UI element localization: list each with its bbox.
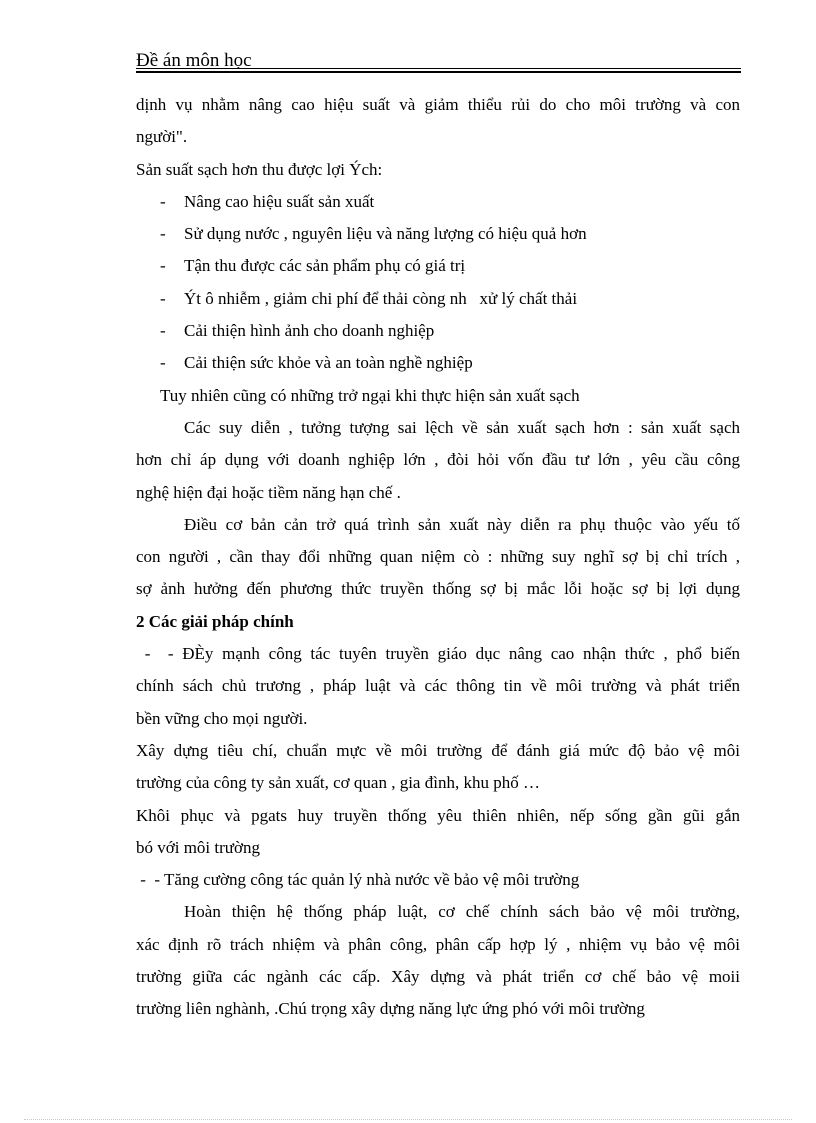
list-item-text: Cải thiện hình ảnh cho doanh nghiệp (184, 321, 435, 341)
paragraph-line: Khôi phục và pgats huy truyền thống yêu thiên nhiên, nếp sống gần gũi gắn (136, 805, 740, 825)
list-item (160, 347, 740, 379)
list-item (160, 283, 740, 315)
list-item-text: Ýt ô nhiễm , giảm chi phí để thải còng nh xử lý chất thải (184, 288, 578, 308)
page-header-title: Đề án môn học (136, 50, 252, 71)
list-item (160, 186, 740, 218)
section-heading: 2 Các giải pháp chính (136, 611, 294, 631)
paragraph-line: trường của công ty sản xuất, cơ quan , gia đình, khu phố … (136, 773, 540, 793)
bullet-dash: - (160, 256, 166, 276)
paragraph-line: chính sách chủ trương , pháp luật và các thông tin về môi trường và phát triển (136, 676, 740, 696)
list-item (160, 250, 740, 282)
paragraph-line: Hoàn thiện hệ thống pháp luật, cơ chế chính sách bảo vệ môi trường, (184, 902, 740, 922)
paragraph-line: con người , cần thay đổi những quan niệm cò : những suy nghĩ sợ bị chỉ trích , (136, 547, 740, 567)
paragraph-line: trường liên nghành, .Chú trọng xây dựng năng lực ứng phó với môi trường (136, 999, 645, 1019)
obstacle-intro: Tuy nhiên cũng có những trở ngại khi thực hiện sản xuất sạch (160, 385, 580, 405)
list-item-text: Sử dụng nước , nguyên liệu và năng lượng có hiệu quả hơn (184, 224, 587, 244)
paragraph-line: hơn chỉ áp dụng với doanh nghiệp lớn , đòi hỏi vốn đầu tư lớn , yêu cầu công (136, 450, 740, 470)
paragraph-line: xác định rõ trách nhiệm và phân công, phân cấp hợp lý , nhiệm vụ bảo vệ môi (136, 934, 740, 954)
paragraph-line: Điều cơ bản cản trở quá trình sản xuất này diễn ra phụ thuộc vào yếu tố (184, 514, 740, 534)
page-bottom-edge (24, 1119, 792, 1120)
paragraph-line: - - ĐÈy mạnh công tác tuyên truyền giáo dục nâng cao nhận thức , phổ biến (136, 644, 740, 664)
list-item-text: Tận thu được các sản phẩm phụ có giá trị (184, 256, 466, 276)
paragraph-line: dịnh vụ nhằm nâng cao hiệu suất và giảm thiểu rủi do cho môi trường và con (136, 95, 740, 114)
paragraph-line: người". (136, 127, 188, 147)
paragraph-line: bó với môi trường (136, 837, 260, 857)
bullet-dash: - (160, 353, 166, 373)
list-item (160, 315, 740, 347)
paragraph-line: sợ ảnh hưởng đến phương thức truyền thống sợ bị mắc lỗi hoặc sợ bị lợi dụng (136, 579, 740, 599)
bullet-dash: - (160, 288, 166, 308)
paragraph-line: nghệ hiện đại hoặc tiềm năng hạn chế . (136, 482, 401, 502)
bullet-dash: - (160, 224, 166, 244)
paragraph-line: - - Tăng cường công tác quản lý nhà nước về bảo vệ môi trường (136, 870, 580, 890)
document-body (136, 89, 740, 1026)
header-rule-thin (136, 68, 741, 69)
list-item (160, 218, 740, 250)
paragraph-line: Các suy diễn , tưởng tượng sai lệch về sản xuất sạch hơn : sản xuất sạch (184, 417, 740, 437)
paragraph-line: bền vững cho mọi người. (136, 708, 308, 728)
list-item-text: Nâng cao hiệu suất sản xuất (184, 191, 375, 211)
bullet-dash: - (160, 191, 166, 211)
list-item-text: Cải thiện sức khỏe và an toàn nghề nghiệp (184, 353, 473, 373)
bullet-dash: - (160, 321, 166, 341)
header-rule-thick (136, 71, 741, 73)
paragraph-line: Xây dựng tiêu chí, chuẩn mực về môi trường để đánh giá mức độ bảo vệ môi (136, 740, 740, 760)
paragraph-line: trường giữa các ngành các cấp. Xây dựng và phát triển cơ chế bảo vệ moii (136, 967, 740, 987)
benefit-intro: Sản suất sạch hơn thu được lợi Ých: (136, 159, 383, 179)
